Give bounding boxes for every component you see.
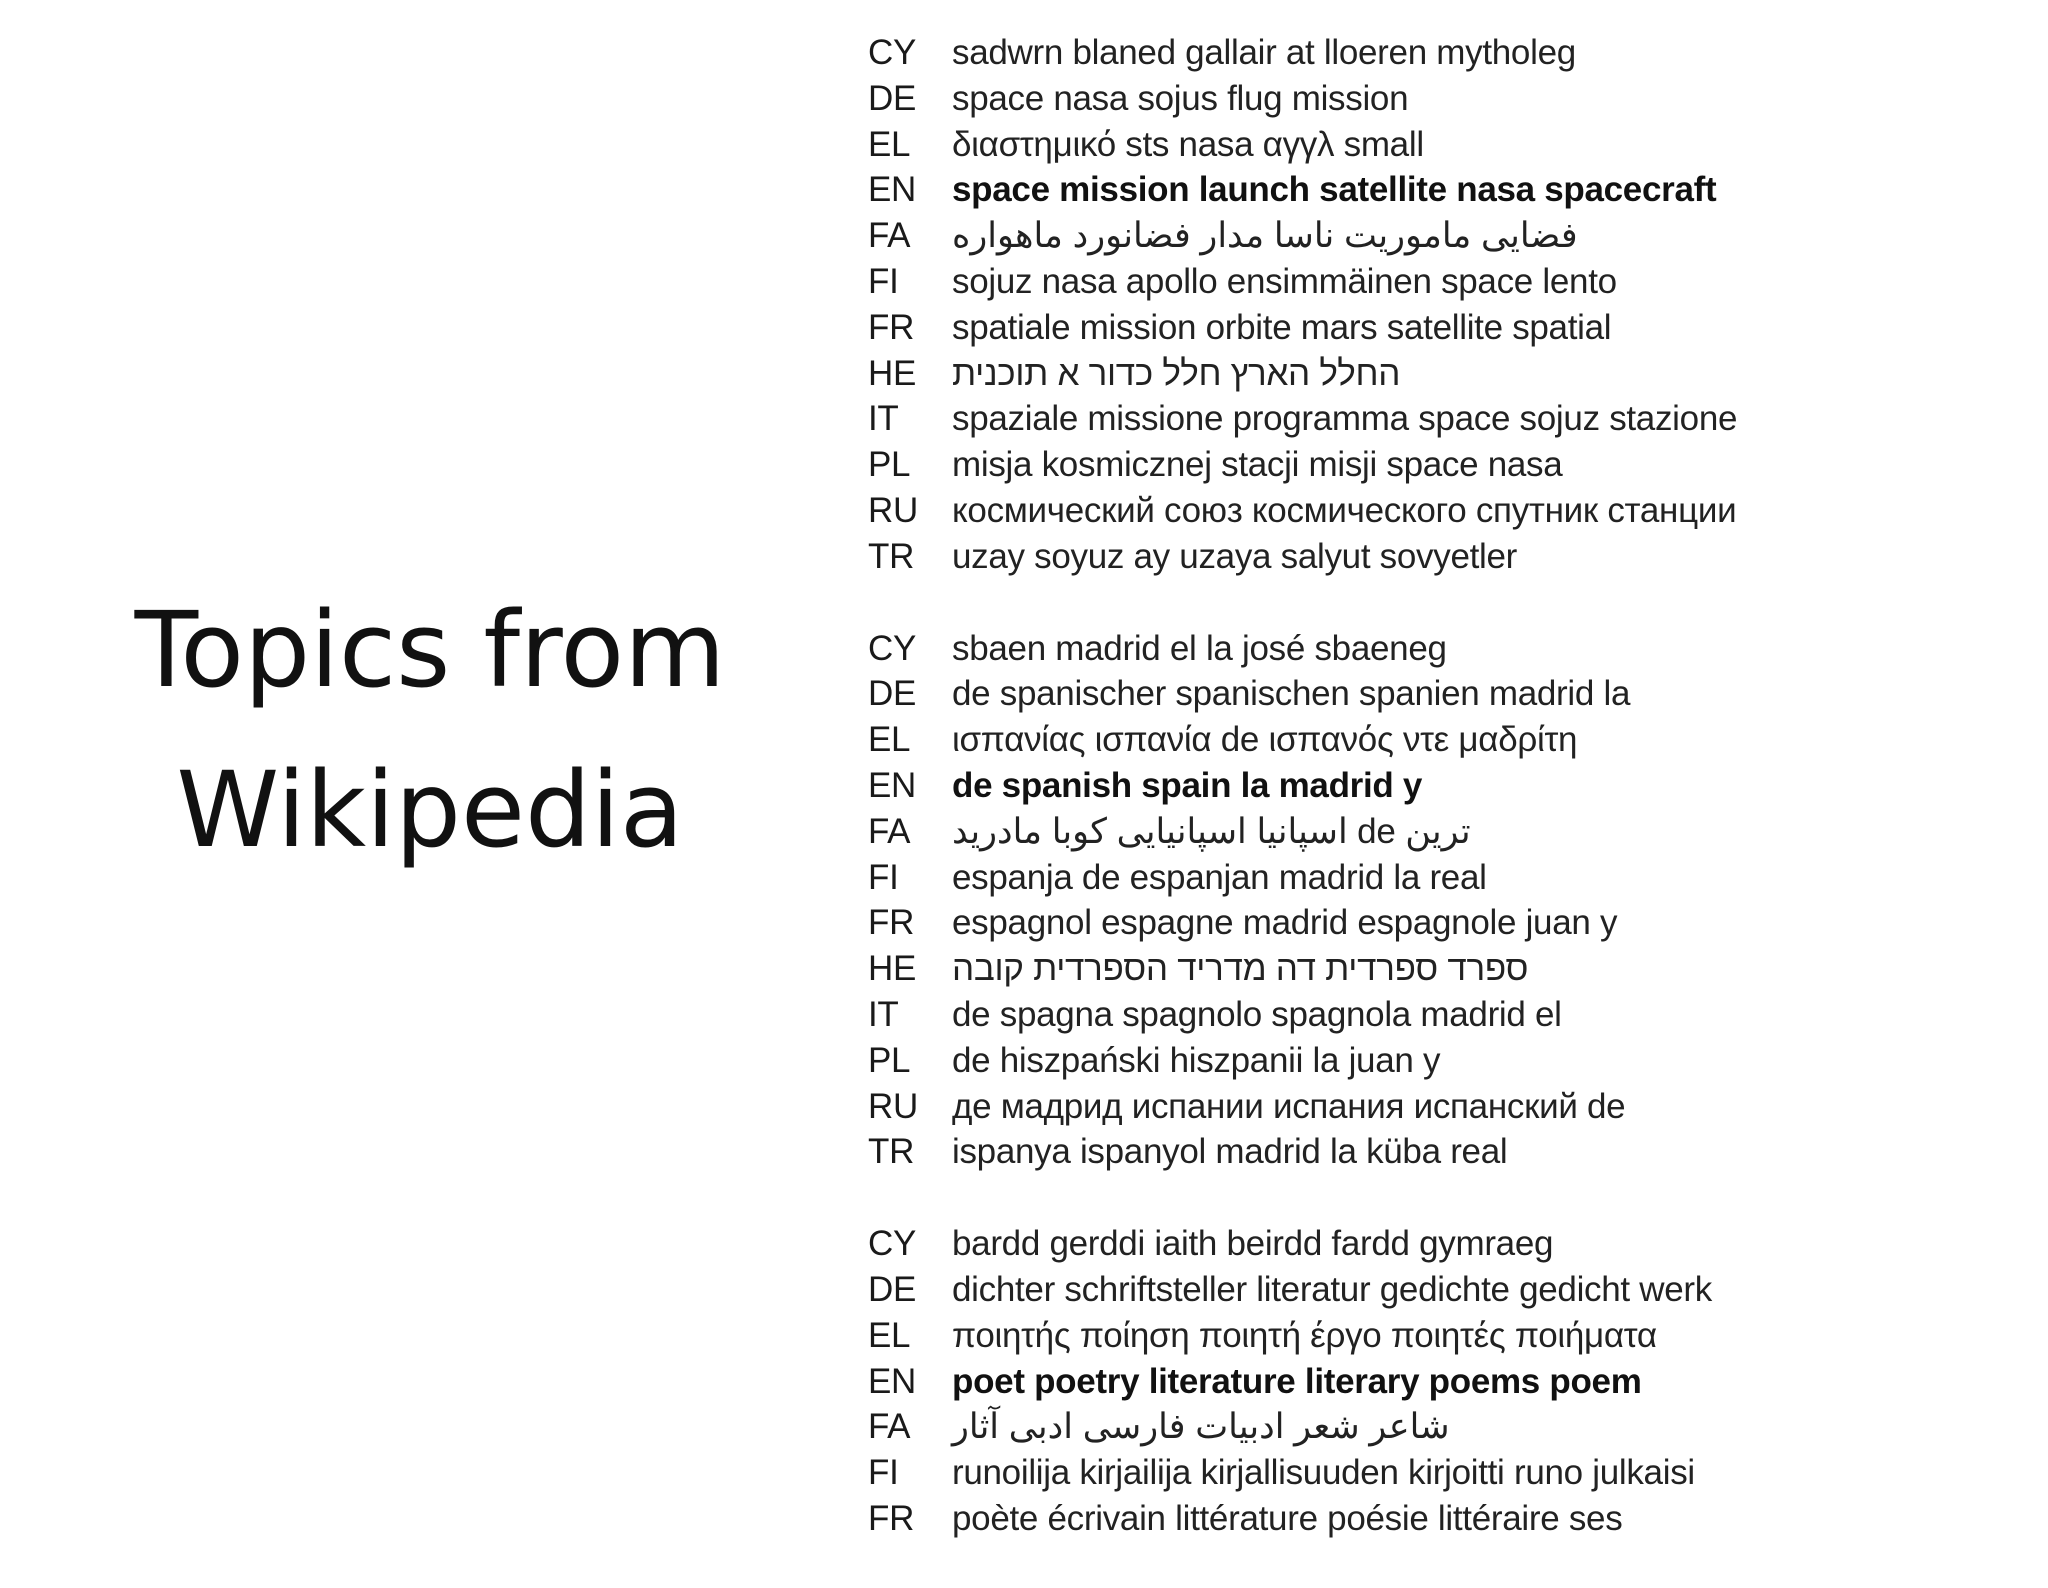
language-code: FA	[868, 811, 911, 851]
language-code: FA	[868, 216, 911, 256]
language-code: IT	[868, 994, 899, 1034]
topic-row	[868, 351, 2008, 397]
topic-row	[868, 671, 2008, 717]
topic-row	[868, 1450, 2008, 1496]
topic-words: космический союз космического спутник станции	[952, 490, 1737, 530]
topic-row	[868, 167, 2008, 213]
language-code: FR	[868, 903, 915, 943]
language-code: FI	[868, 1453, 899, 1493]
topic-words: ترین de اسپانیا اسپانیایی کوبا مادرید	[952, 811, 1471, 851]
topic-words: ספרד ספרדית דה מדריד הספרדית קובה	[952, 949, 1529, 989]
topic-words: де мадрид испании испания испанский de	[952, 1086, 1626, 1126]
topic-row	[868, 1496, 2008, 1542]
topic-row	[868, 626, 2008, 672]
topic-row	[868, 1359, 2008, 1405]
topic-words: misja kosmicznej stacji misji space nasa	[952, 445, 1563, 485]
topic-row	[868, 76, 2008, 122]
language-code: CY	[868, 1224, 917, 1264]
topic-words: de spanischer spanischen spanien madrid la	[952, 674, 1631, 714]
topic-row	[868, 30, 2008, 76]
topic-row	[868, 1313, 2008, 1359]
language-code: EL	[868, 1315, 911, 1355]
topic-words: poète écrivain littérature poésie littéraire ses	[952, 1498, 1623, 1538]
topic-row	[868, 305, 2008, 351]
slide-title-line-1: Topics from	[134, 589, 726, 711]
topic-row	[868, 122, 2008, 168]
topic-row	[868, 900, 2008, 946]
language-code: DE	[868, 674, 917, 714]
topic-list	[868, 30, 2008, 1588]
topic-words: spaziale missione programma space sojuz stazione	[952, 399, 1738, 439]
language-code: RU	[868, 1086, 918, 1126]
topic-row	[868, 1221, 2008, 1267]
language-code: EL	[868, 124, 911, 164]
topic-row	[868, 717, 2008, 763]
language-code: TR	[868, 1132, 915, 1172]
language-code: CY	[868, 33, 917, 72]
topic-words: החלל הארץ חלל כדור א תוכנית	[952, 353, 1401, 393]
topic-words: poet poetry literature literary poems poem	[952, 1361, 1642, 1401]
language-code: PL	[868, 1040, 911, 1080]
topic-words: ισπανίας ισπανία de ισπανός ντε μαδρίτη	[952, 720, 1578, 760]
topic-words: διαστημικό sts nasa αγγλ small	[952, 124, 1424, 164]
language-code: HE	[868, 353, 917, 393]
topic-row	[868, 992, 2008, 1038]
topic-words: espanja de espanjan madrid la real	[952, 857, 1487, 897]
slide-title	[60, 570, 800, 890]
topic-row	[868, 259, 2008, 305]
topic-group	[868, 1221, 2008, 1542]
topic-row	[868, 1267, 2008, 1313]
topic-words: sbaen madrid el la josé sbaeneg	[952, 628, 1447, 668]
language-code: FR	[868, 307, 915, 347]
topic-row	[868, 396, 2008, 442]
topic-row	[868, 946, 2008, 992]
language-code: EN	[868, 1361, 917, 1401]
language-code: CY	[868, 628, 917, 668]
topic-row	[868, 855, 2008, 901]
topic-words: فضایی ماموریت ناسا مدار فضانورد ماهواره	[952, 216, 1578, 256]
topic-words: space mission launch satellite nasa spacecraft	[952, 170, 1717, 210]
topic-row	[868, 488, 2008, 534]
topic-row	[868, 763, 2008, 809]
topic-row	[868, 1038, 2008, 1084]
language-code: EN	[868, 170, 917, 210]
language-code: FI	[868, 261, 899, 301]
language-code: FI	[868, 857, 899, 897]
topic-words: space nasa sojus flug mission	[952, 78, 1409, 118]
topic-words: de hiszpański hiszpanii la juan y	[952, 1040, 1441, 1080]
topic-row	[868, 1129, 2008, 1175]
topic-words: bardd gerddi iaith beirdd fardd gymraeg	[952, 1224, 1554, 1264]
language-code: EL	[868, 720, 911, 760]
topic-row	[868, 534, 2008, 580]
language-code: RU	[868, 490, 918, 530]
language-code: TR	[868, 536, 915, 576]
topic-words: spatiale mission orbite mars satellite spatial	[952, 307, 1612, 347]
topic-words: de spanish spain la madrid y	[952, 765, 1423, 805]
topic-words: sojuz nasa apollo ensimmäinen space lento	[952, 261, 1617, 301]
topic-words: espagnol espagne madrid espagnole juan y	[952, 903, 1618, 943]
topic-group	[868, 30, 2008, 580]
topic-row	[868, 213, 2008, 259]
language-code: EN	[868, 765, 917, 805]
language-code: DE	[868, 1269, 917, 1309]
topic-words: de spagna spagnolo spagnola madrid el	[952, 994, 1562, 1034]
language-code: IT	[868, 399, 899, 439]
topic-words: شاعر شعر ادبیات فارسی ادبی آثار	[952, 1407, 1450, 1447]
topic-row	[868, 442, 2008, 488]
topic-words: dichter schriftsteller literatur gedichte gedicht werk	[952, 1269, 1712, 1309]
topic-row	[868, 1404, 2008, 1450]
language-code: PL	[868, 445, 911, 485]
language-code: FA	[868, 1407, 911, 1447]
topic-row	[868, 1084, 2008, 1130]
topic-words: runoilija kirjailija kirjallisuuden kirjoitti runo julkaisi	[952, 1453, 1695, 1493]
language-code: FR	[868, 1498, 915, 1538]
topic-words: sadwrn blaned gallair at lloeren mytholeg	[952, 33, 1576, 72]
language-code: HE	[868, 949, 917, 989]
topic-words: uzay soyuz ay uzaya salyut sovyetler	[952, 536, 1518, 576]
topic-group	[868, 626, 2008, 1176]
topic-words: ποιητής ποίηση ποιητή έργο ποιητές ποιήματα	[952, 1315, 1657, 1355]
topic-words: ispanya ispanyol madrid la küba real	[952, 1132, 1508, 1172]
slide-title-line-2: Wikipedia	[176, 749, 684, 871]
language-code: DE	[868, 78, 917, 118]
topic-row	[868, 809, 2008, 855]
